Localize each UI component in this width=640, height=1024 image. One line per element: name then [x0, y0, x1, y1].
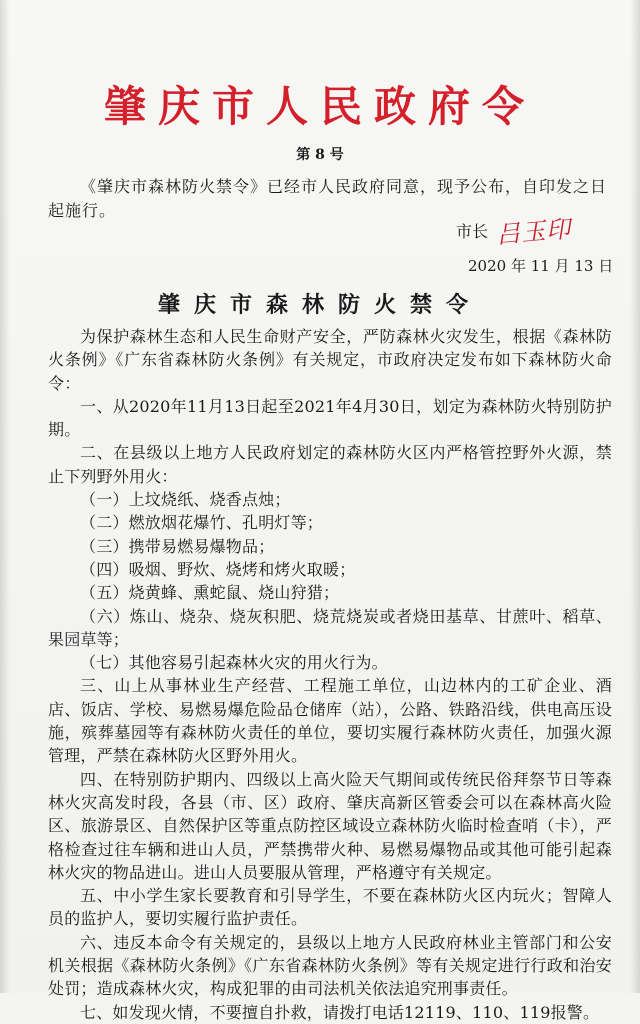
mayor-signature: 吕玉印 [495, 214, 573, 250]
mayor-label: 市长 [456, 222, 489, 241]
issuer-masthead: 肇庆市人民政府令 [103, 82, 536, 131]
article-2-item-3: （三）携带易燃易爆物品； [80, 536, 275, 556]
article-6: 六、违反本命令有关规定的，县级以上地方人民政府林业主管部门和公安机关根据《森林防火条例》《广东省森林防火条例》等有关规定进行行政和治安处罚；造成森林火灾，构成犯罪的由司法机关依法追究刑事责任。 [48, 932, 612, 999]
issue-date: 2020 年 11 月 13 日 [468, 257, 614, 275]
article-2-item-7: （七）其他容易引起森林火灾的用火行为。 [80, 653, 388, 673]
document-title: 肇庆市森林防火禁令 [157, 292, 482, 318]
article-2-item-4: （四）吸烟、野炊、烧烤和烤火取暖； [80, 559, 356, 579]
intro-paragraph: 为保护森林生态和人民生命财产安全，严防森林火灾发生，根据《森林防火条例》《广东省森林防火条例》有关规定，市政府决定发布如下森林防火命令： [48, 327, 612, 393]
preface-text: 《肇庆市森林防火禁令》已经市人民政府同意，现予公布，自印发之日起施行。 [48, 177, 608, 220]
article-5: 五、中小学生家长要教育和引导学生，不要在森林防火区内玩火；智障人员的监护人，要切实履行监护责任。 [48, 886, 612, 929]
article-2: 二、在县级以上地方人民政府划定的森林防火区内严格管控野外火源，禁止下列野外用火： [48, 443, 612, 486]
article-3: 三、山上从事林业生产经营、工程施工单位，山边林内的工矿企业、酒店、饭店、学校、易燃易爆危险品仓储库（站），公路、铁路沿线，供电高压设施，殡葬墓园等有森林防火责任的单位，要切实履行森林防火责任，加强火源管理，严禁在森林防火区野外用火。 [48, 676, 612, 766]
article-7: 七、如发现火情，不要擅自扑救，请拨打电话12119、110、119报警。 [80, 1002, 600, 1022]
article-1: 一、从2020年11月13日起至2021年4月30日，划定为森林防火特别防护期。 [48, 396, 612, 440]
order-number: 第 8 号 [296, 147, 344, 163]
article-2-item-1: （一）上坟烧纸、烧香点烛； [80, 490, 291, 510]
article-4: 四、在特别防护期内、四级以上高火险天气期间或传统民俗拜祭节日等森林火灾高发时段，各县（市、区）政府、肇庆高新区管委会可以在森林高火险区、旅游景区、自然保护区等重点防控区域设立森林防火临时检查哨（卡），严格检查过往车辆和进山人员，严禁携带火种、易燃易爆物品或其他可能引起森林火灾的物品进山。进山人员要服从管理，严格遵守有关规定。 [48, 769, 612, 882]
article-2-item-6: （六）炼山、烧杂、烧灰积肥、烧荒烧炭或者烧田基草、甘蔗叶、稻草、果园草等； [48, 606, 612, 649]
document-body [48, 325, 612, 1024]
article-2-item-5: （五）烧黄蜂、熏蛇鼠、烧山狩猎； [80, 583, 340, 603]
article-2-item-2: （二）燃放烟花爆竹、孔明灯等； [80, 513, 324, 533]
